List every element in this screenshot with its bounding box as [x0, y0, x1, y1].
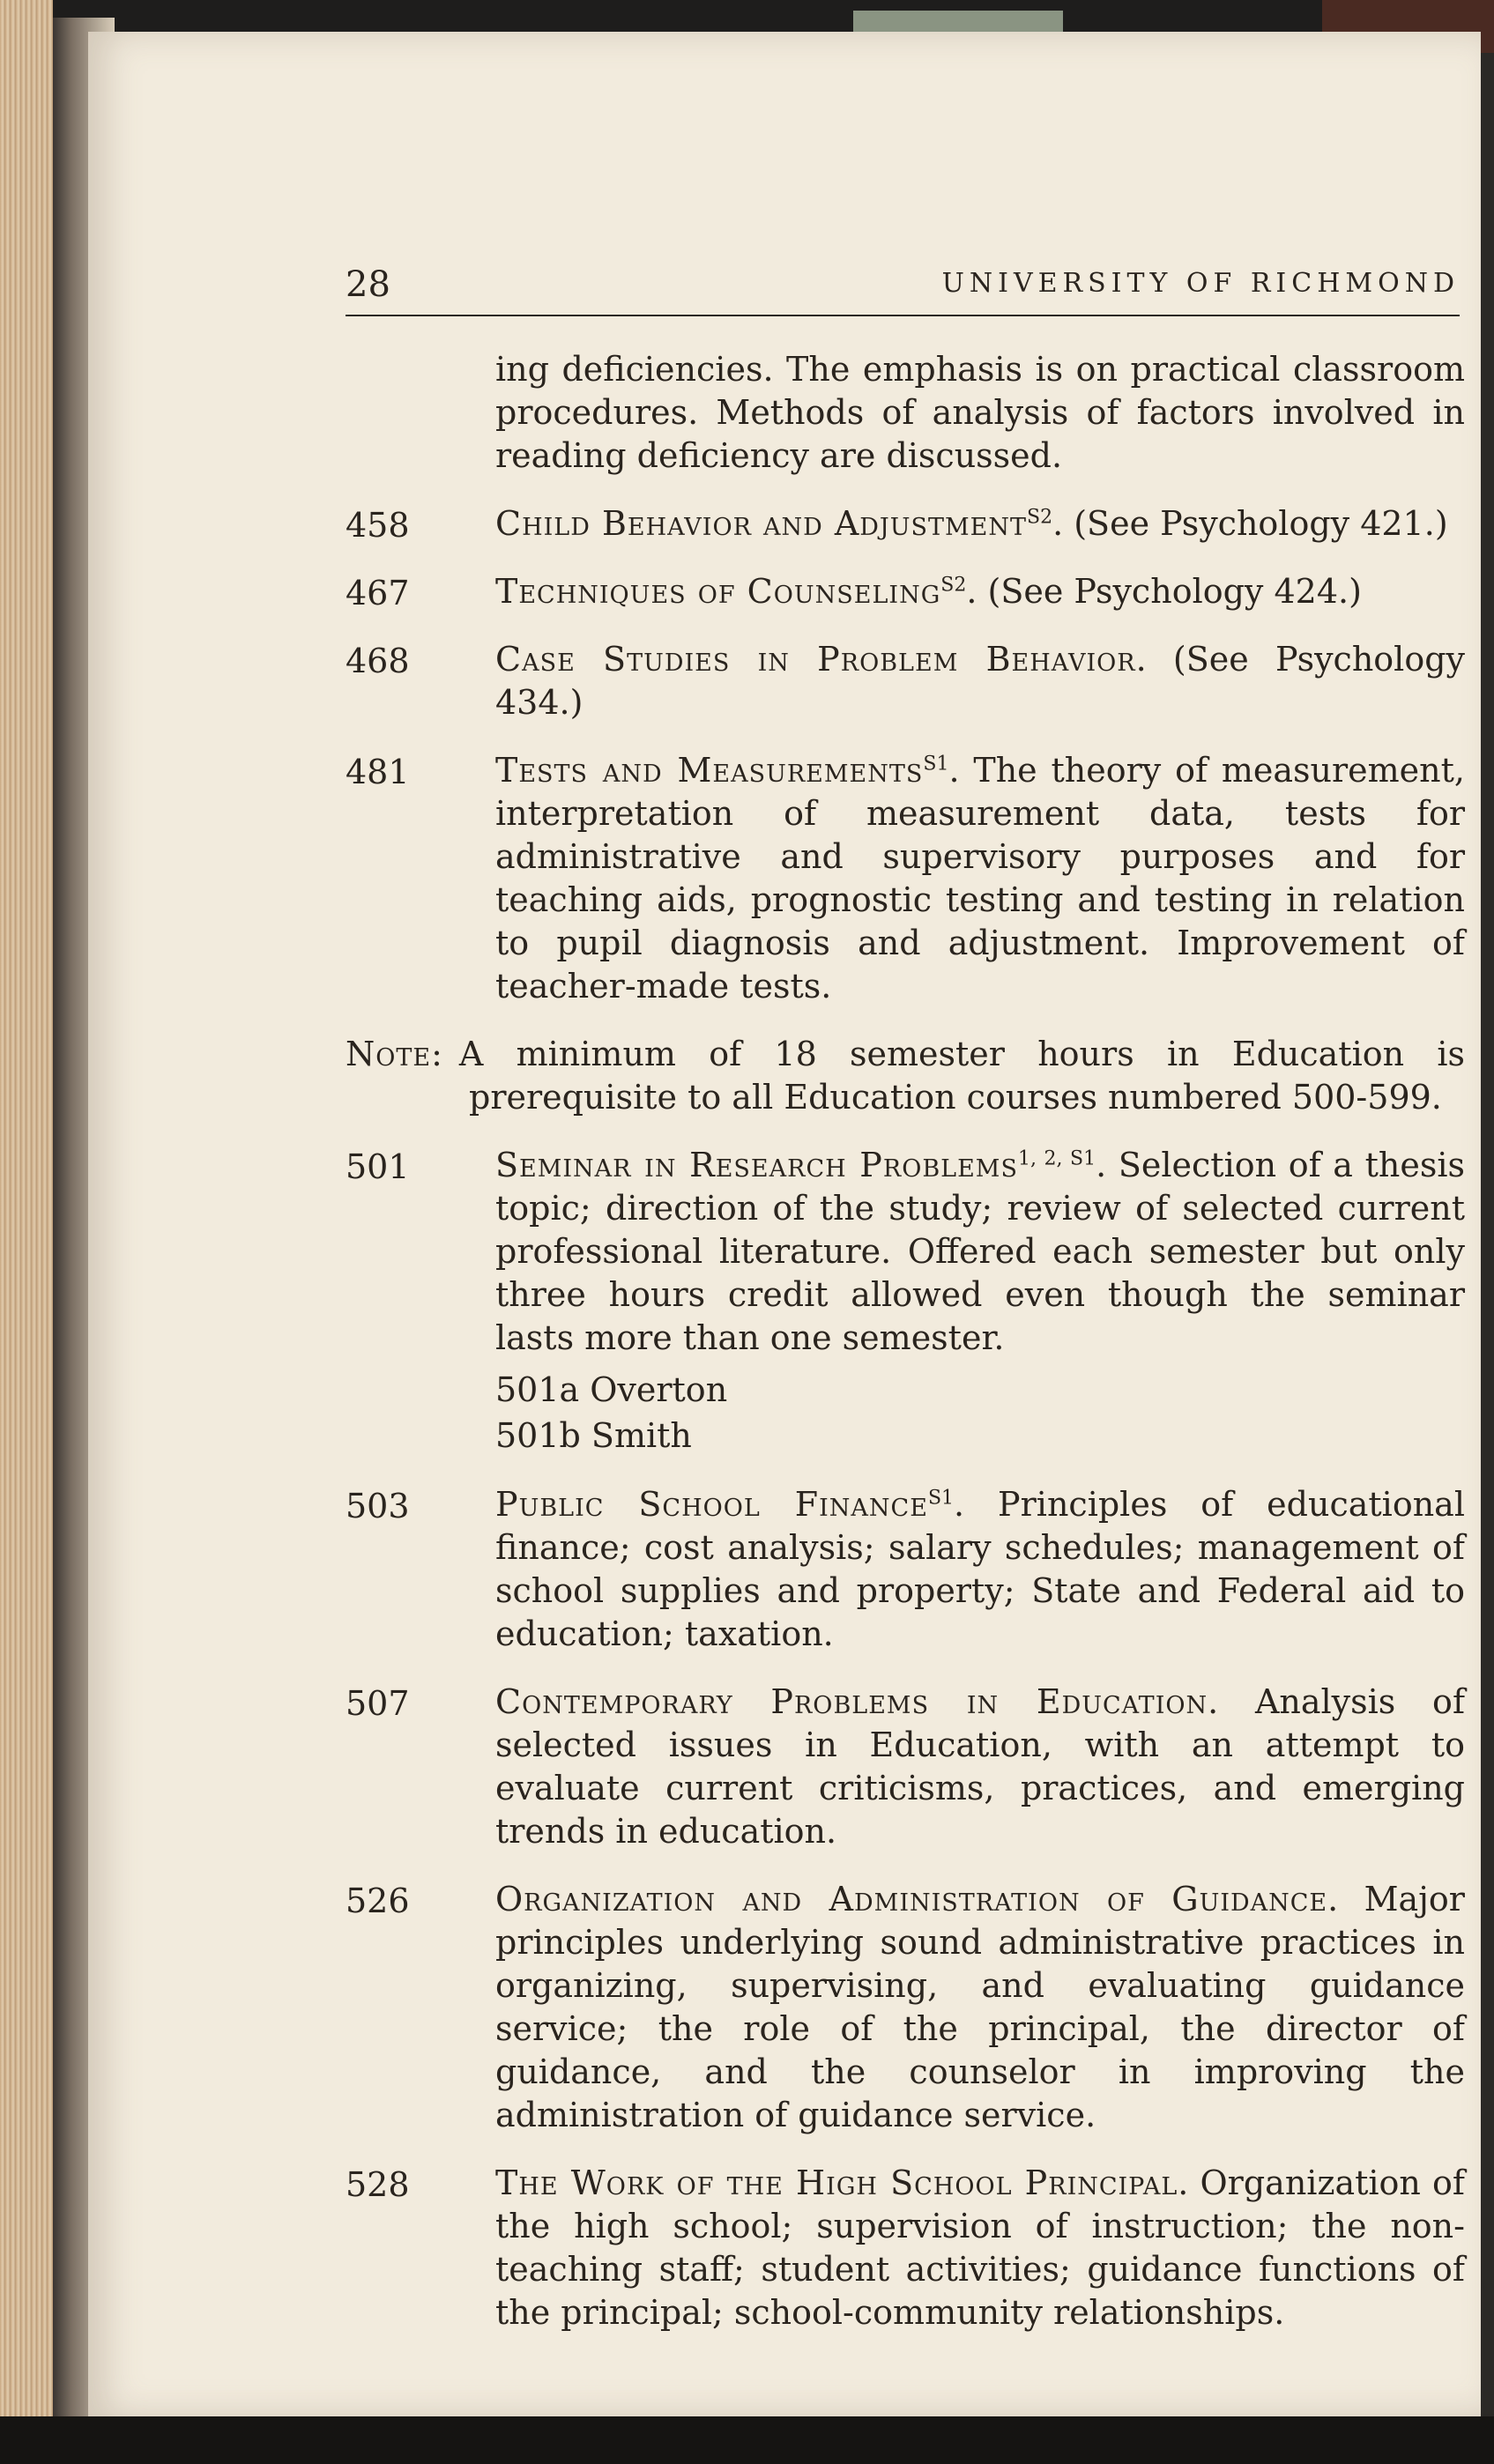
course-number: 501 [346, 1147, 410, 1186]
course-marker: S1 [923, 753, 949, 776]
course-description: . Organization of the high school; supervision of instruction; the non-teaching staff; student activities; guidance functions of the principal; school-community relationships. [495, 2163, 1465, 2332]
section-item: 501b Smith [495, 1416, 692, 1455]
course-entry [346, 570, 1465, 613]
course-title: Child Behavior and Adjustment [495, 504, 1027, 543]
course-title: Organization and Administration of Guidance [495, 1880, 1328, 1919]
header-rule [346, 315, 1460, 316]
course-description: . The theory of measurement, interpretation of measurement data, tests for administrative and supervisory purposes and for teaching aids, prognostic testing and testing in relation to pupil diagnosis and adjustment. Improvement of teacher-made tests. [495, 751, 1465, 1006]
course-number: 468 [346, 642, 410, 680]
course-description: . Analysis of selected issues in Education, with an attempt to evaluate current criticisms, practices, and emerging trends in education. [495, 1682, 1466, 1851]
course-entry [346, 638, 1465, 724]
course-description: . Major principles underlying sound administrative practices in organizing, supervising, and evaluating guidance service; the role of the principal, the director of guidance, and the counselor in improving the administration of guidance service. [495, 1880, 1465, 2134]
course-title: Public School Finance [495, 1485, 928, 1524]
course-title: The Work of the High School Principal [495, 2163, 1178, 2202]
course-number: 507 [346, 1684, 410, 1723]
page-content [346, 348, 1465, 2334]
note-block [346, 1033, 1465, 1119]
course-description: . (See Psychology 424.) [966, 572, 1362, 611]
course-title: Contemporary Problems in Education [495, 1682, 1208, 1721]
running-title: UNIVERSITY OF RICHMOND [941, 268, 1460, 299]
page-number: 28 [346, 264, 390, 305]
course-number: 526 [346, 1881, 410, 1920]
course-number: 503 [346, 1487, 410, 1525]
section-item: 501a Overton [495, 1370, 728, 1409]
course-entry [346, 1681, 1466, 1853]
note-label: Note: [346, 1035, 443, 1073]
background-bottom [0, 2416, 1494, 2464]
course-number: 467 [346, 574, 410, 612]
course-marker: S2 [1027, 506, 1053, 529]
course-title: Tests and Measurements [495, 751, 924, 790]
book-page-edges [0, 0, 53, 2464]
course-entry [346, 502, 1465, 545]
background-top [0, 0, 1494, 35]
course-marker: S1 [927, 1487, 955, 1510]
course-entry [346, 749, 1465, 1008]
course-marker: S2 [940, 574, 967, 597]
course-number: 528 [346, 2165, 410, 2204]
course-number: 458 [346, 506, 410, 545]
course-description: . (See Psychology 421.) [1052, 504, 1448, 543]
course-entry [346, 1144, 1465, 1360]
course-description: . (See Psychology 434.) [495, 640, 1465, 722]
course-number: 481 [346, 753, 410, 791]
course-entry [346, 1878, 1465, 2137]
course-title: Case Studies in Problem Behavior [495, 640, 1136, 679]
course-marker: 1, 2, S1 [1017, 1147, 1096, 1170]
course-title: Techniques of Counseling [495, 572, 941, 611]
running-head [346, 264, 1460, 317]
note-text: A minimum of 18 semester hours in Education is prerequisite to all Education courses numbered 500-599. [458, 1035, 1465, 1117]
course-description: . Selection of a thesis topic; direction of the study; review of selected current professional literature. Offered each semester but only three hours credit allowed even though the seminar lasts more than one semester. [495, 1146, 1465, 1357]
course-title: Seminar in Research Problems [495, 1146, 1018, 1184]
course-description: . Principles of educational finance; cost analysis; salary schedules; management of school supplies and property; State and Federal aid to education; taxation. [495, 1485, 1465, 1653]
course-entry [346, 1483, 1465, 1656]
course-entry [346, 2162, 1465, 2334]
continued-paragraph: ing deficiencies. The emphasis is on practical classroom procedures. Methods of analysis of factors involved in reading deficiency are discussed. [495, 350, 1465, 475]
